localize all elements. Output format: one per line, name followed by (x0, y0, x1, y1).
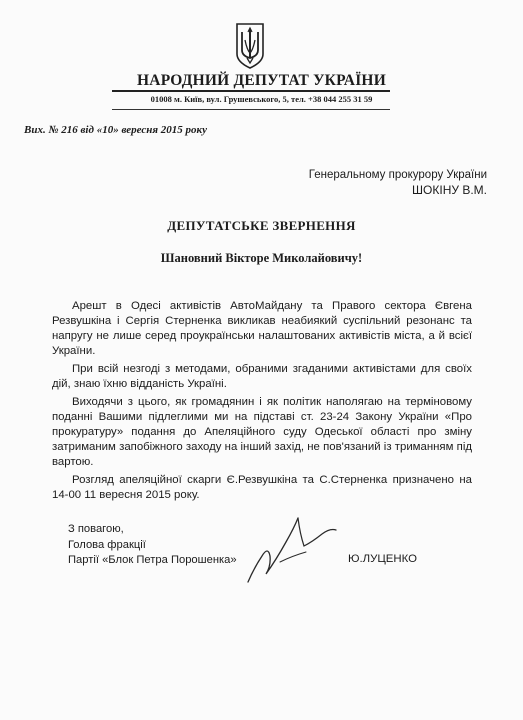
letterhead-divider-bottom (112, 109, 390, 110)
closing-regards: З повагою, (68, 523, 124, 535)
recipient-block (309, 168, 487, 198)
trident-icon (233, 20, 267, 70)
letterhead-divider-top (112, 90, 390, 92)
closing-block (68, 522, 237, 569)
body-paragraph: При всій незгоді з методами, обраними згаданими активістами для своїх дій, знаю їхню відданість Україні. (52, 363, 472, 390)
recipient-title: Генеральному прокурору України (308, 169, 487, 181)
handwritten-signature-icon (240, 512, 340, 592)
letterhead-title: НАРОДНИЙ ДЕПУТАТ УКРАЇНИ (137, 72, 386, 89)
document-heading: ДЕПУТАТСЬКЕ ЗВЕРНЕННЯ (167, 218, 356, 233)
letter-body (52, 299, 472, 506)
closing-party: Партії «Блок Петра Порошенка» (68, 554, 237, 566)
body-paragraph: Розгляд апеляційної скарги Є.Резвушкіна та С.Стерненка призначено на 14-00 11 вересня 2015 року. (52, 474, 472, 501)
signer-name: Ю.ЛУЦЕНКО (348, 553, 417, 565)
recipient-name: ШОКІНУ В.М. (412, 183, 487, 197)
salutation: Шановний Вікторе Миколайовичу! (160, 251, 363, 265)
closing-position: Голова фракції (68, 538, 146, 551)
body-paragraph: Арешт в Одесі активістів АвтоМайдану та Правого сектора Євгена Резвушкіна і Сергія Стерненка викликав неабиякий суспільний резонанс та напругу не лише серед проукраїнськи налаштованих активістів міста, а й всієї України. (52, 300, 472, 357)
body-paragraph: Виходячи з цього, як громадянин і як політик наполягаю на терміновому поданні Вашими підлеглими ми на підставі ст. 23-24 Закону України «Про прокуратуру» подання до Апеляційного суду Одеської області про зміну затриманим запобіжного заходу на інший захід, не пов'язаний із триманням під вартою. (52, 396, 472, 468)
letterhead-address: 01008 м. Київ, вул. Грушевського, 5, тел. +38 044 255 31 59 (150, 94, 373, 104)
outgoing-reference: Вих. № 216 від «10» вересня 2015 року (24, 124, 207, 136)
